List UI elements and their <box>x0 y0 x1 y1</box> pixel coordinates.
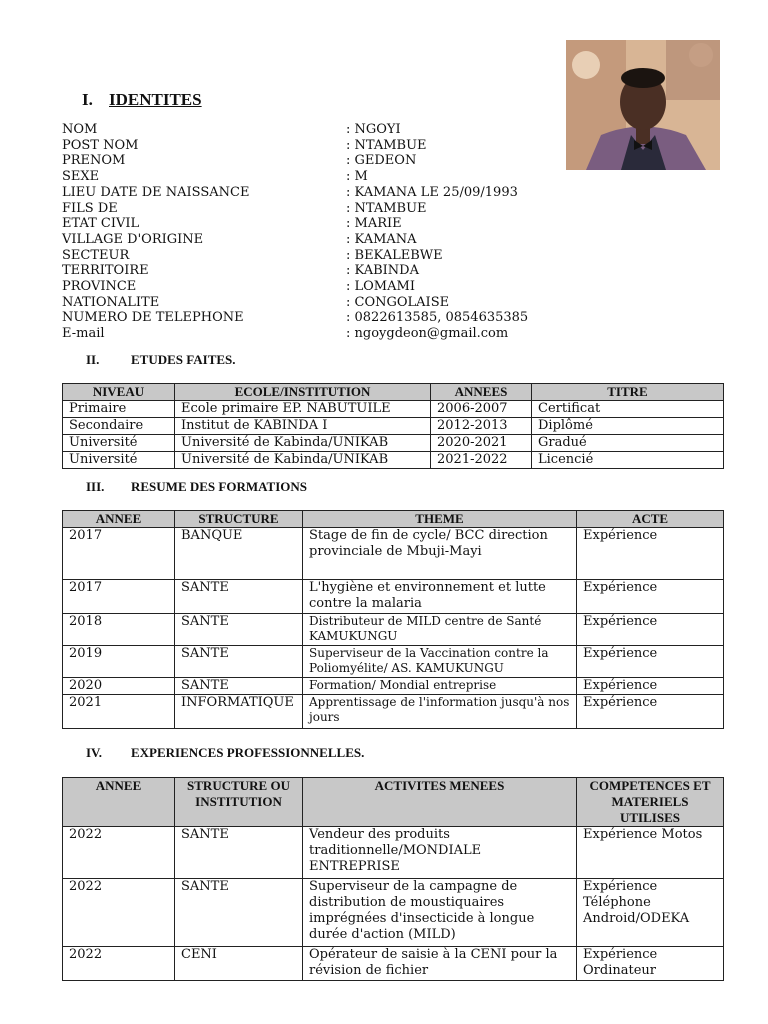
table-row <box>63 418 724 435</box>
table-row <box>63 695 724 729</box>
table-cell: SANTE <box>175 678 303 695</box>
column-header: ANNEES <box>431 384 532 401</box>
identity-row-nationalite <box>62 295 528 311</box>
identity-row-prenom <box>62 153 528 169</box>
table-cell: Université de Kabinda/UNIKAB <box>175 435 431 452</box>
identity-row-nom <box>62 122 528 138</box>
table-cell: 2006-2007 <box>431 401 532 418</box>
identity-row-province <box>62 279 528 295</box>
column-header: ANNEE <box>63 511 175 528</box>
table-cell: Opérateur de saisie à la CENI pour la révision de fichier <box>303 947 577 981</box>
identity-key: NATIONALITE <box>62 294 160 310</box>
column-header: TITRE <box>532 384 724 401</box>
table-cell: Université de Kabinda/UNIKAB <box>175 452 431 469</box>
identity-value: : LOMAMI <box>346 279 415 295</box>
column-header: ACTE <box>577 511 724 528</box>
identity-value: : NTAMBUE <box>346 200 427 216</box>
identity-key: PRENOM <box>62 153 126 169</box>
table-cell: Stage de fin de cycle/ BCC direction provinciale de Mbuji-Mayi <box>303 528 577 580</box>
table-cell: Expérience <box>577 528 724 580</box>
table-cell: INFORMATIQUE <box>175 695 303 729</box>
section-title: IDENTITES <box>109 90 202 109</box>
section-formations-heading <box>86 479 307 495</box>
identity-list <box>62 122 528 342</box>
table-cell: Expérience <box>577 580 724 614</box>
table-row <box>63 435 724 452</box>
identity-key: FILS DE <box>62 200 118 216</box>
table-cell: 2021 <box>63 695 175 729</box>
table-cell: Apprentissage de l'information jusqu'à nos jours <box>303 695 577 729</box>
table-cell: Formation/ Mondial entreprise <box>303 678 577 695</box>
section-etudes-heading <box>86 352 236 368</box>
table-row <box>63 879 724 947</box>
table-cell: Gradué <box>532 435 724 452</box>
table-row <box>63 678 724 695</box>
table-cell: Expérience Motos <box>577 827 724 879</box>
identity-key: SEXE <box>62 169 100 185</box>
table-cell: SANTE <box>175 827 303 879</box>
section-number: III. <box>86 479 105 494</box>
identity-value: : BEKALEBWE <box>346 247 443 263</box>
table-row <box>63 401 724 418</box>
identity-key: TERRITOIRE <box>62 263 149 279</box>
table-cell: Ecole primaire EP. NABUTUILE <box>175 401 431 418</box>
etudes-table <box>62 383 724 469</box>
table-row <box>63 827 724 879</box>
table-cell: 2022 <box>63 879 175 947</box>
table-cell: Diplômé <box>532 418 724 435</box>
table-cell: 2021-2022 <box>431 452 532 469</box>
experiences-table <box>62 777 724 981</box>
table-cell: Licencié <box>532 452 724 469</box>
identity-key: E-mail <box>62 326 105 342</box>
table-header-row <box>63 778 724 827</box>
table-cell: Vendeur des produits traditionnelle/MONDIALE ENTREPRISE <box>303 827 577 879</box>
table-cell: SANTE <box>175 614 303 646</box>
table-cell: 2022 <box>63 827 175 879</box>
identity-value: : NGOYI <box>346 122 401 137</box>
column-header: STRUCTURE OU INSTITUTION <box>175 778 303 827</box>
formations-table <box>62 510 724 729</box>
identity-value: : M <box>346 169 368 185</box>
section-experiences-heading <box>86 745 364 761</box>
table-cell: Université <box>63 452 175 469</box>
identity-row-fils-de <box>62 201 528 217</box>
profile-photo <box>566 40 720 170</box>
table-row <box>63 452 724 469</box>
column-header: COMPETENCES ET MATERIELS UTILISES <box>577 778 724 827</box>
table-cell: SANTE <box>175 580 303 614</box>
identity-value: : NTAMBUE <box>346 137 427 153</box>
table-cell: CENI <box>175 947 303 981</box>
table-row <box>63 614 724 646</box>
table-cell: SANTE <box>175 879 303 947</box>
table-cell: Expérience Ordinateur <box>577 947 724 981</box>
table-cell: Université <box>63 435 175 452</box>
identity-key: ETAT CIVIL <box>62 216 140 232</box>
table-cell: Secondaire <box>63 418 175 435</box>
identity-row-sexe <box>62 169 528 185</box>
identity-row-village <box>62 232 528 248</box>
table-cell: 2017 <box>63 528 175 580</box>
identity-row-post-nom <box>62 138 528 154</box>
table-cell: 2022 <box>63 947 175 981</box>
section-title: RESUME DES FORMATIONS <box>131 479 308 494</box>
section-title: ETUDES FAITES. <box>131 352 236 367</box>
section-number: II. <box>86 352 100 367</box>
section-number: IV. <box>86 745 103 760</box>
table-row <box>63 528 724 580</box>
table-cell: Distributeur de MILD centre de Santé KAMUKUNGU <box>303 614 577 646</box>
table-cell: 2018 <box>63 614 175 646</box>
column-header: STRUCTURE <box>175 511 303 528</box>
identity-row-territoire <box>62 263 528 279</box>
table-row <box>63 646 724 678</box>
column-header: ANNEE <box>63 778 175 827</box>
identity-value: : KAMANA <box>346 231 417 247</box>
identity-key: NUMERO DE TELEPHONE <box>62 310 244 326</box>
table-cell: Superviseur de la Vaccination contre la Poliomyélite/ AS. KAMUKUNGU <box>303 646 577 678</box>
table-cell: Expérience <box>577 695 724 729</box>
column-header: THEME <box>303 511 577 528</box>
identity-key: LIEU DATE DE NAISSANCE <box>62 184 250 200</box>
table-cell: Superviseur de la campagne de distribution de moustiquaires imprégnées d'insecticide à longue durée d'action (MILD) <box>303 879 577 947</box>
identity-value: : GEDEON <box>346 153 417 169</box>
identity-row-naissance <box>62 185 528 201</box>
identity-key: SECTEUR <box>62 247 130 263</box>
column-header: NIVEAU <box>63 384 175 401</box>
identity-key: POST NOM <box>62 137 139 153</box>
table-cell: Primaire <box>63 401 175 418</box>
table-row <box>63 947 724 981</box>
column-header: ECOLE/INSTITUTION <box>175 384 431 401</box>
table-cell: L'hygiène et environnement et lutte contre la malaria <box>303 580 577 614</box>
table-cell: 2020-2021 <box>431 435 532 452</box>
table-cell: 2019 <box>63 646 175 678</box>
table-cell: 2020 <box>63 678 175 695</box>
section-number: I. <box>82 90 93 109</box>
identity-row-email <box>62 326 528 342</box>
identity-row-etat-civil <box>62 216 528 232</box>
table-cell: Expérience <box>577 678 724 695</box>
table-cell: SANTE <box>175 646 303 678</box>
table-cell: 2012-2013 <box>431 418 532 435</box>
table-cell: Institut de KABINDA I <box>175 418 431 435</box>
table-header-row <box>63 511 724 528</box>
identity-key: PROVINCE <box>62 279 137 295</box>
identity-value: : 0822613585, 0854635385 <box>346 310 529 326</box>
table-cell: Expérience <box>577 614 724 646</box>
table-cell: Expérience Téléphone Android/ODEKA <box>577 879 724 947</box>
identity-value: : MARIE <box>346 216 402 232</box>
table-cell: Expérience <box>577 646 724 678</box>
table-header-row <box>63 384 724 401</box>
identity-row-telephone <box>62 310 528 326</box>
identity-key: NOM <box>62 122 98 137</box>
identity-value: : ngoygdeon@gmail.com <box>346 326 509 342</box>
identity-value: : KABINDA <box>346 263 419 279</box>
table-cell: BANQUE <box>175 528 303 580</box>
identity-value: : KAMANA LE 25/09/1993 <box>346 184 518 200</box>
table-row <box>63 580 724 614</box>
section-title: EXPERIENCES PROFESSIONNELLES. <box>131 745 365 760</box>
column-header: ACTIVITES MENEES <box>303 778 577 827</box>
table-cell: 2017 <box>63 580 175 614</box>
identity-value: : CONGOLAISE <box>346 294 450 310</box>
table-cell: Certificat <box>532 401 724 418</box>
identity-row-secteur <box>62 248 528 264</box>
identity-key: VILLAGE D'ORIGINE <box>62 231 204 247</box>
section-identites-heading <box>82 90 202 110</box>
